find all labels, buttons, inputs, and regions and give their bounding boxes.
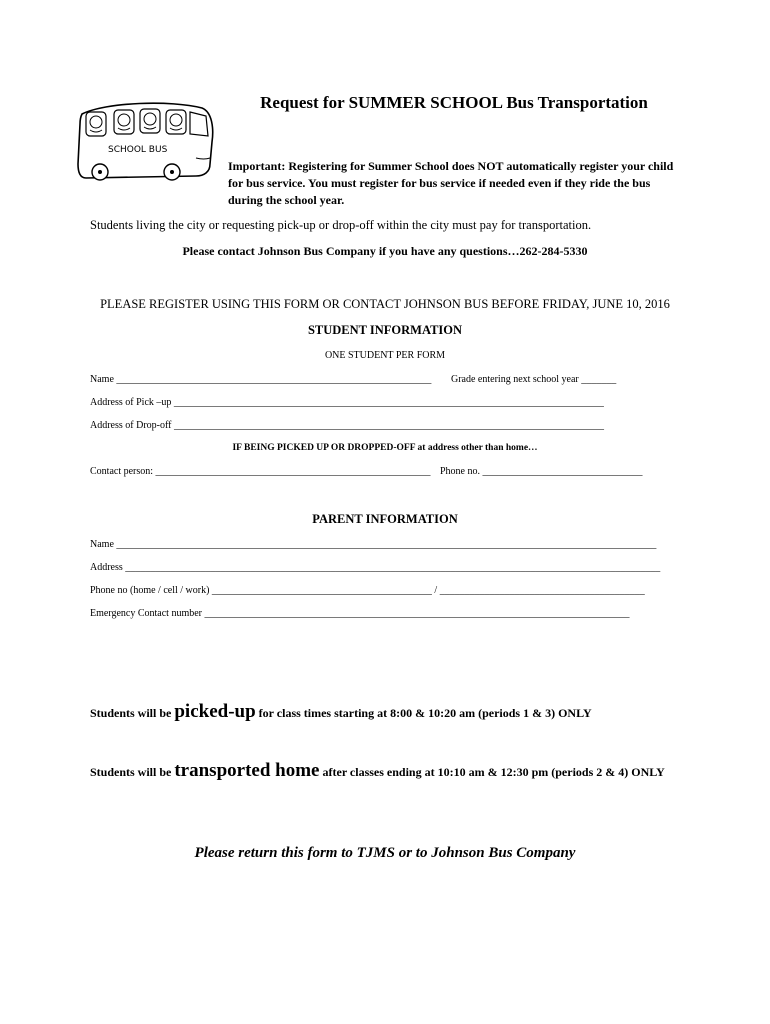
home-prefix: Students will be [90,765,175,779]
grade-field[interactable]: Grade entering next school year _______ [451,374,617,385]
parent-phone-field[interactable]: Phone no (home / cell / work) ____________________________________________ / _________________________________________ [90,585,645,596]
home-schedule [90,760,665,782]
emergency-contact-field[interactable]: Emergency Contact number _____________________________________________________________________________________ [90,608,630,619]
student-name-field[interactable]: Name _______________________________________________________________ [90,374,432,385]
svg-text:SCHOOL BUS: SCHOOL BUS [108,145,168,155]
pickup-address-field[interactable]: Address of Pick –up ______________________________________________________________________________________ [90,397,604,408]
pickup-prefix: Students will be [90,706,175,720]
parent-info-heading: PARENT INFORMATION [312,512,458,526]
pickup-suffix: for class times starting at 8:00 & 10:20 am (periods 1 & 3) ONLY [255,706,592,720]
return-instructions: Please return this form to TJMS or to Johnson Bus Company [194,845,576,861]
home-suffix: after classes ending at 10:10 am & 12:30 pm (periods 2 & 4) ONLY [319,765,665,779]
school-bus-logo [76,100,216,192]
student-info-heading: STUDENT INFORMATION [307,323,463,337]
dropoff-address-field[interactable]: Address of Drop-off ______________________________________________________________________________________ [90,420,604,431]
pickup-emphasis: picked-up [174,701,256,722]
pickup-schedule [90,701,592,723]
contact-person-field[interactable]: Contact person: _______________________________________________________ [90,466,431,477]
important-notice: Important: Registering for Summer School does NOT automatically register your child for bus service. You must register for bus service if needed even if they ride the bus during the school year. [228,159,674,207]
home-emphasis: transported home [174,760,320,781]
contact-info: Please contact Johnson Bus Company if you have any questions…262-284-5330 [182,244,588,258]
page-title: Request for SUMMER SCHOOL Bus Transportation [260,93,648,112]
other-address-note: IF BEING PICKED UP OR DROPPED-OFF at address other than home… [232,443,538,453]
city-payment-note: Students living the city or requesting pick-up or drop-off within the city must pay for transportation. [90,218,592,232]
parent-address-field[interactable]: Address ___________________________________________________________________________________________________________ [90,562,661,573]
one-student-note: ONE STUDENT PER FORM [324,350,446,361]
parent-name-field[interactable]: Name ____________________________________________________________________________________________________________ [90,539,657,550]
contact-phone-field[interactable]: Phone no. ________________________________ [440,466,643,477]
registration-deadline: PLEASE REGISTER USING THIS FORM OR CONTACT JOHNSON BUS BEFORE FRIDAY, JUNE 10, 2016 [100,297,670,311]
